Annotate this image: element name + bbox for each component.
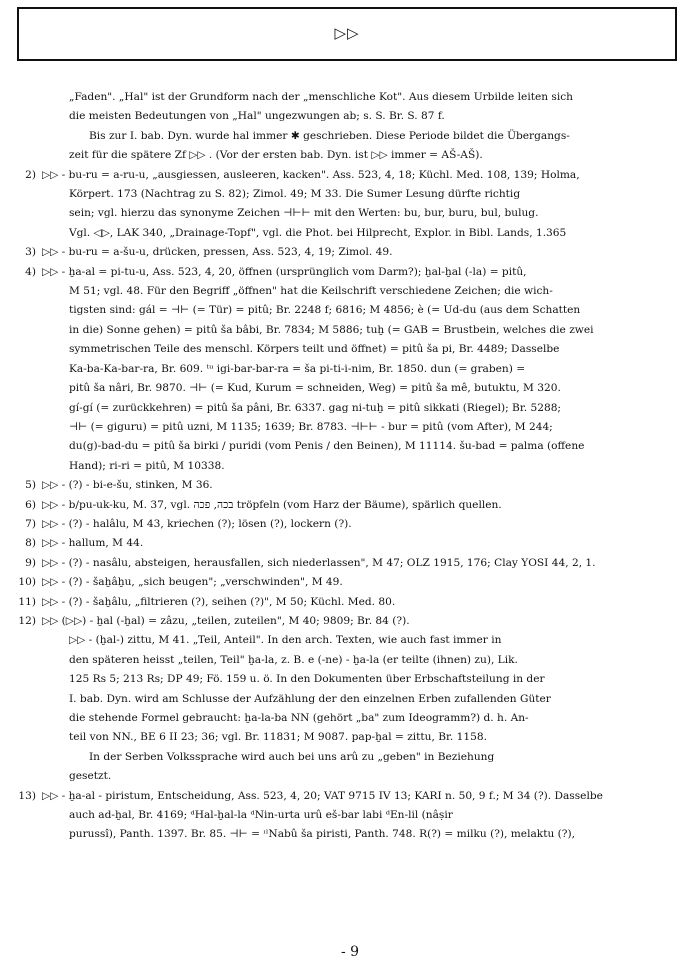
entry-number: 13) [18, 789, 36, 802]
text-line [14, 767, 690, 786]
text-line [14, 690, 690, 709]
entry-line [14, 593, 690, 612]
text-line [14, 748, 690, 767]
line-text: ▷▷ - (?) - šaḫâḫu, „sich beugen"; „verschwinden", M 49. [42, 576, 343, 589]
line-text: ▷▷ - (?) - halâlu, M 43, kriechen (?); lösen (?), lockern (?). [42, 517, 352, 530]
entry-line [14, 515, 690, 534]
entry-number: 4) [25, 265, 36, 278]
line-text: auch ad-ḫal, Br. 4169; ᵈHal-ḫal-la ᵈNin-urta urû eš-bar labi ᵈEn-lil (nâṣir [69, 809, 453, 822]
line-text: Vgl. ◁▷, LAK 340, „Drainage-Topf", vgl. die Phot. bei Hilprecht, Explor. in Bibl. Lands, 1.365 [69, 226, 567, 239]
line-text: In der Serben Volkssprache wird auch bei uns arû zu „geben" in Beziehung [89, 750, 495, 763]
line-text: ▷▷ - ḫa-al - piristum, Entscheidung, Ass. 523, 4, 20; VAT 9715 IV 13; KARI n. 50, 9 f.; M 34 (?). Dasselbe [42, 789, 603, 802]
document-body [14, 88, 690, 845]
page-number: - 9 [340, 944, 360, 960]
line-text: ▷▷ - (?) - šaḫâlu, „filtrieren (?), seihen (?)", M 50; Küchl. Med. 80. [42, 595, 396, 608]
line-text: gesetzt. [69, 770, 112, 783]
line-text: in die) Sonne gehen) = pitû ša bâbi, Br. 7834; M 5886; tuḫ (= GAB = Brustbein, welches die zwei [69, 323, 594, 336]
entry-number: 11) [18, 595, 36, 608]
line-text: „Faden". „Hal" ist der Grundform nach der „menschliche Kot". Aus diesem Urbilde leiten sich [69, 91, 573, 103]
entry-number: 9) [25, 556, 36, 569]
entry-number: 3) [25, 246, 36, 259]
entry-number: 8) [25, 537, 36, 550]
entry-line [14, 534, 690, 553]
entry-line [14, 243, 690, 262]
line-text: ▷▷ - (?) - bi-e-šu, stinken, M 36. [42, 479, 213, 492]
text-line [14, 437, 690, 456]
text-line [14, 185, 690, 204]
entry-number: 6) [25, 498, 36, 511]
text-line [14, 457, 690, 476]
line-text: ▷▷ - bu-ru = a-ru-u, „ausgiessen, ausleeren, kacken". Ass. 523, 4, 18; Küchl. Med. 108, 139; Holma, [42, 168, 580, 181]
entry-line [14, 496, 690, 515]
line-text: Bis zur I. bab. Dyn. wurde hal immer ✱ geschrieben. Diese Periode bildet die Übergangs- [89, 129, 570, 142]
line-text: purussî), Panth. 1397. Br. 85. ⊣⊢ = ᶦˡNabû ša piristi, Panth. 748. R(?) = milku (?), melaktu (?), [69, 828, 575, 841]
text-line [14, 709, 690, 728]
line-text: gí-gí (= zurückkehren) = pitû ša pâni, Br. 6337. gag ni-tuḫ = pitû sikkati (Riegel); Br. 5288; [69, 401, 561, 414]
line-text: I. bab. Dyn. wird am Schlusse der Aufzählung der den einzelnen Erben zufallenden Güter [69, 692, 551, 705]
text-line [14, 204, 690, 223]
line-text: symmetrischen Teile des menschl. Körpers teilt und öffnet) = pitû ša pi, Br. 4489; Dasselbe [69, 343, 560, 356]
line-text: pitû ša nâri, Br. 9870. ⊣⊢ (= Kud, Kurum = schneiden, Weg) = pitû ša mê, butuktu, M 320. [69, 382, 561, 395]
text-line [14, 282, 690, 301]
line-text: ▷▷ - (ḫal-) zittu, M 41. „Teil, Anteil". In den arch. Texten, wie auch fast immer in [69, 634, 502, 647]
line-text: teil von NN., BE 6 II 23; 36; vgl. Br. 11831; M 9087. pap-ḫal = zittu, Br. 1158. [69, 731, 487, 744]
line-text: Hand); ri-ri = pitû, M 10338. [69, 459, 225, 472]
line-text: M 51; vgl. 48. Für den Begriff „öffnen" hat die Keilschrift verschiedene Zeichen; die wich- [69, 285, 553, 298]
text-line [14, 825, 690, 844]
entry-line [14, 263, 690, 282]
entry-number: 5) [25, 479, 36, 492]
line-text: sein; vgl. hierzu das synonyme Zeichen ⊣⊢⊢ mit den Werten: bu, bur, buru, bul, bulug. [69, 207, 539, 220]
text-line [14, 670, 690, 689]
text-line [14, 418, 690, 437]
line-text: du(g)-bad-du = pitû ša birki / puridi (vom Penis / den Beinen), M 11114. šu-bad = palma (offene [69, 440, 585, 453]
line-text: Körpert. 173 (Nachtrag zu S. 82); Zimol. 49; M 33. Die Sumer Lesung dürfte richtig [69, 188, 521, 201]
line-text: die meisten Bedeutungen von „Hal" ungezwungen ab; s. S. Br. S. 87 f. [69, 110, 445, 123]
line-text: ▷▷ - b/pu-uk-ku, M. 37, vgl. בכה, פכה tröpfeln (vom Harz der Bäume), spärlich quellen. [42, 498, 502, 511]
entry-line [14, 166, 690, 185]
text-line [14, 631, 690, 650]
text-line [14, 360, 690, 379]
entry-line [14, 787, 690, 806]
line-text: ▷▷ (▷▷) - ḫal (-ḫal) = zâzu, „teilen, zuteilen", M 40; 9809; Br. 84 (?). [42, 614, 410, 627]
text-line [14, 301, 690, 320]
text-line [14, 340, 690, 359]
entry-number: 10) [18, 576, 36, 589]
entry-line [14, 573, 690, 592]
text-line [14, 107, 690, 126]
line-text: ▷▷ - ḫa-al = pi-tu-u, Ass. 523, 4, 20, öffnen (ursprünglich vom Darm?); ḫal-ḫal (-la) = pitû, [42, 265, 527, 278]
cuneiform-sign-header: ▷▷ [334, 24, 360, 42]
text-line [14, 146, 690, 165]
line-text: ▷▷ - bu-ru = a-šu-u, drücken, pressen, Ass. 523, 4, 19; Zimol. 49. [42, 246, 393, 259]
line-text: tigsten sind: gál = ⊣⊢ (= Tür) = pitû; Br. 2248 f; 6816; M 4856; è (= Ud-du (aus dem Schatten [69, 304, 581, 317]
entry-line [14, 554, 690, 573]
text-line [14, 806, 690, 825]
entry-number: 12) [18, 614, 36, 627]
text-line [14, 651, 690, 670]
line-text: ▷▷ - (?) - nasâlu, absteigen, herausfallen, sich niederlassen", M 47; OLZ 1915, 176; Clay YOSI 44, 2, 1. [42, 556, 596, 569]
entry-line [14, 476, 690, 495]
text-line [14, 399, 690, 418]
line-text: ⊣⊢ (= giguru) = pitû uzni, M 1135; 1639; Br. 8783. ⊣⊢⊢ - bur = pitû (vom After), M 244; [69, 420, 553, 433]
line-text: Ka-ba-Ka-bar-ra, Br. 609. ᵗᵘ igi-bar-bar-ra = ša pi-ti-i-nim, Br. 1850. dun (= graben) = [69, 362, 526, 375]
text-line [14, 224, 690, 243]
line-text: zeit für die spätere Zf ▷▷ . (Vor der ersten bab. Dyn. ist ▷▷ immer = AŠ-AŠ). [69, 149, 483, 162]
text-line [14, 728, 690, 747]
text-line [14, 88, 690, 107]
text-line [14, 379, 690, 398]
line-text: ▷▷ - hallum, M 44. [42, 537, 144, 550]
entry-number: 7) [25, 517, 36, 530]
text-line [14, 321, 690, 340]
line-text: 125 Rs 5; 213 Rs; DP 49; Fö. 159 u. ö. In den Dokumenten über Erbschaftsteilung in der [69, 673, 545, 686]
header-box [17, 7, 677, 61]
text-line [14, 127, 690, 146]
entry-number: 2) [25, 168, 36, 181]
line-text: den späteren heisst „teilen, Teil" ḫa-la, z. B. e (-ne) - ḫa-la (er teilte (ihnen) zu), Lik. [69, 653, 518, 666]
entry-line [14, 612, 690, 631]
line-text: die stehende Formel gebraucht: ḫa-la-ba NN (gehört „ba" zum Ideogramm?) d. h. An- [69, 712, 529, 724]
